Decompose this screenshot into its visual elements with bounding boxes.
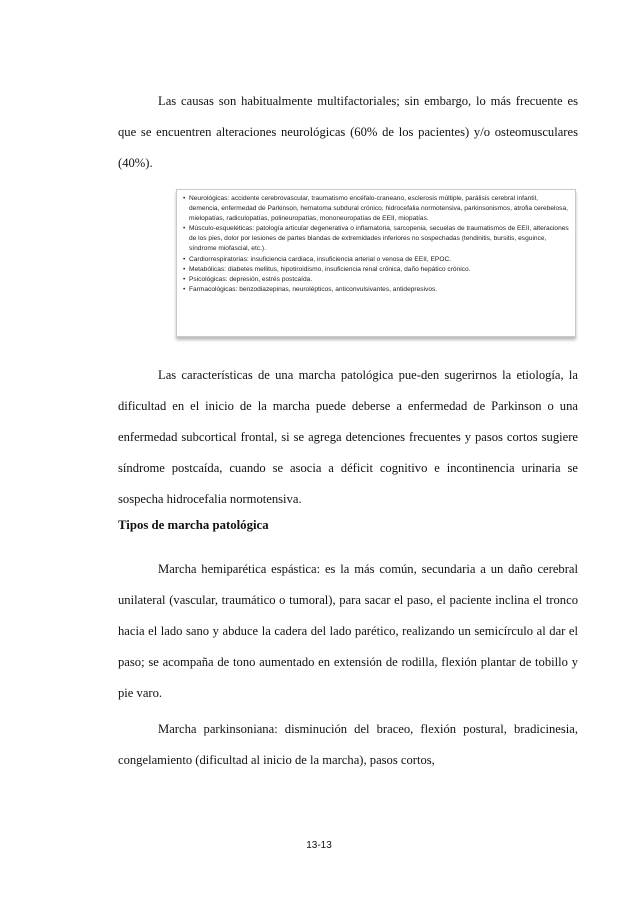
list-item: • Farmacológicas: benzodiazepinas, neurolépticos, anticonvulsivantes, antidepresivos. (183, 285, 569, 295)
causes-list (183, 194, 569, 295)
paragraph-characteristics: Las características de una marcha patológica pue-den sugerirnos la etiología, la dificultad en el inicio de la marcha puede deberse a enfermedad de Parkinson o una enfermedad subcortical frontal, si se agrega detenciones frecuentes y pasos cortos sugiere síndrome postcaída, cuando se asocia a déficit cognitivo e incontinencia urinaria se sospecha hidrocefalia normotensiva. (118, 368, 578, 506)
section-heading: Tipos de marcha patológica (118, 518, 269, 532)
list-item: • Psicológicas: depresión, estrés postcaída. (183, 275, 569, 285)
paragraph-parkinsonian: Marcha parkinsoniana: disminución del braceo, flexión postural, bradicinesia, congelamiento (dificultad al inicio de la marcha), pasos cortos, (118, 722, 578, 767)
list-item: • Neurológicas: accidente cerebrovascular, traumatismo encéfalo-craneano, esclerosis múltiple, parálisis cerebral infantil, demencia, enfermedad de Parkinson, hematoma subdural crónico, hidrocefalia normotensiva, parkinsonismos, atrofia cerebelosa, mielopatías, radiculopatías, polineuropatías, mononeuropatías de EEII, miopatías. (183, 194, 569, 224)
list-item: • Cardiorrespiratorias: insuficiencia cardiaca, insuficiencia arterial o venosa de EEII, EPOC. (183, 255, 569, 265)
causes-infobox (176, 189, 576, 337)
list-item: • Músculo-esqueléticas: patología articular degenerativa o inflamatoria, sarcopenia, secuelas de traumatismos de EEII, alteraciones de los pies, dolor por lesiones de partes blandas de extremidades inferiores no sospechadas (tendinitis, bursitis, esguince, síndrome miofascial, etc.). (183, 224, 569, 254)
paragraph-hemiparetic: Marcha hemiparética espástica: es la más común, secundaria a un daño cerebral unilateral (vascular, traumático o tumoral), para sacar el paso, el paciente inclina el tronco hacia el lado sano y abduce la cadera del lado parético, realizando un semicírculo al dar el paso; se acompaña de tono aumentado en extensión de rodilla, flexión plantar de tobillo y pie varo. (118, 562, 578, 700)
paragraph-causes: Las causas son habitualmente multifactoriales; sin embargo, lo más frecuente es que se encuentren alteraciones neurológicas (60% de los pacientes) y/o osteomusculares (40%). (118, 94, 578, 170)
page-number: 13-13 (306, 840, 332, 851)
list-item: • Metabólicas: diabetes mellitus, hipotiroidismo, insuficiencia renal crónica, daño hepático crónico. (183, 265, 569, 275)
